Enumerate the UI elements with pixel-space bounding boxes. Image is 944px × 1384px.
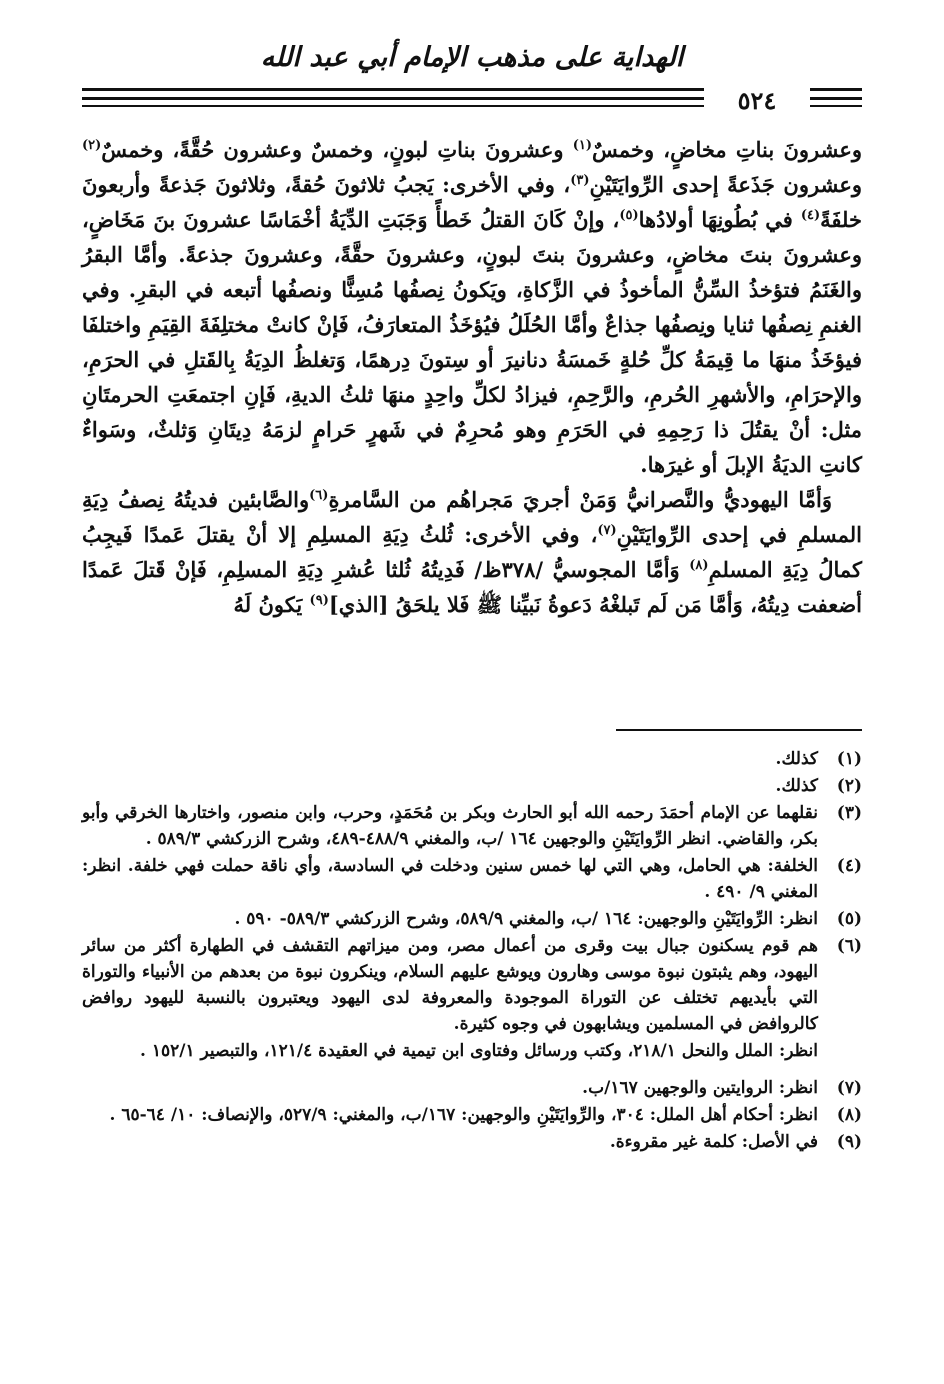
footnote-ref-2: (٢)	[82, 138, 102, 153]
footnote-spacer	[82, 1065, 862, 1075]
page-number: ٥٢٤	[704, 84, 810, 118]
footnote-ref-1: (١)	[572, 138, 593, 153]
footnote-text: في الأصل: كلمة غير مقروءة.	[609, 1132, 818, 1152]
footnote-ref-3: (٣)	[570, 173, 590, 188]
footnote-ref-7: (٧)	[597, 523, 617, 538]
text-run: والصَّابئين فديتُهُ نِصفُ دِيَةِ المسلمِ في إحدى الرِّوايَتَيْنِ	[82, 487, 862, 547]
footnote-ref-8: (٨)	[689, 558, 709, 573]
footnotes	[82, 746, 862, 1156]
paragraph-2	[82, 482, 862, 622]
text-run: وعشرونَ بناتِ لبونٍ، وخمسٌ وعشرون حُقَّةً، وخمسٌ	[101, 137, 573, 162]
main-text	[82, 132, 862, 622]
footnote-number	[818, 1038, 862, 1064]
footnote-ref-9: (٩)	[309, 593, 329, 608]
paragraph-1	[82, 132, 862, 482]
footnote-text: انظر: الملل والنحل ٢١٨/١، وكتب ورسائل وفتاوى ابن تيمية في العقيدة ١٢١/٤، والتبصير ١٥٢/١ .	[140, 1041, 818, 1061]
footnote-number: (٣)	[836, 803, 862, 823]
footnote-item	[82, 1129, 862, 1155]
footnote-text: انظر: الروايتين والوجهين ١٦٧/ب.	[582, 1078, 818, 1098]
text-run: وعشرونَ بناتِ مخاضٍ، وخمسٌ	[592, 137, 862, 162]
footnote-item	[82, 773, 862, 799]
footnote-number: (١)	[836, 749, 862, 769]
footnote-item	[82, 1038, 862, 1064]
footnote-item	[82, 800, 862, 852]
running-header	[0, 40, 944, 76]
footnote-number: (٩)	[836, 1132, 862, 1152]
footnote-text: نقلهما عن الإمام أحمَدَ رحمه الله أبو الحارث وبكر بن مُحَمَدٍ، وحرب، وابن منصور، واختارها الخرقي وأبو بكر، والقاضي. انظر الرِّوايَتَيْنِ والوجهين ١٦٤ /ب، والمغني ٤٨٨/٩-٤٨٩، وشرح الزركشي ٥٨٩/٣ .	[82, 803, 818, 849]
text-run: في بُطُونِهَا أولادُها	[638, 207, 801, 232]
text-run: يَكونُ لَهُ	[233, 592, 310, 617]
footnote-text: هم قوم يسكنون جبال بيت وقرى من أعمال مصر، ومن ميزاتهم التقشف في الطهارة أكثر من سائر اليهود، وهم يثبتون نبوة موسى وهارون ويوشع عليهم السلام، وينكرون نبوة من بعدهم من الأنبياء والتوراة التي بأيديهم تختلف عن التوراة الموجودة والمعروفة لدى اليهود ويعتبرون بالنسبة لليهود روافض كالروافض في المسلمين ويشابهون في وجوه كثيرة.	[82, 936, 818, 1034]
footnote-item	[82, 746, 862, 772]
text-run: ، وإنْ كَانَ القتلُ خَطأً وَجَبَتِ الدِّيَةُ أخْمَاسًا عشرونَ بنَ مَخَاضٍ، وعشرونَ بنتَ مخاضٍ، وعشرونَ بنتَ لبونٍ، وعشرونَ حقَّةً، وعشرونَ جذعةً. وأمَّا البقرُ والغَنَمُ فتؤخذُ السِّنُّ المأخوذُ في الزَّكاةِ، ويَكونُ نِصفُها مُسِنًّا ونصفُها أتبعه في البقرِ. وفي الغنمِ نِصفُها ثنايا ونِصفُها جذاعٌ وأمَّا الحُلَلُ فيُؤخَذُ المتعارَفُ، فَإنْ كانتْ مختلِفَةَ القِيَمِ واختلفَا فيؤخَذُ منهَا ما قِيمَةُ كلِّ حُلةٍ خَمسَةُ دنانيرَ أو سِتونَ دِرهمًا، وَتغلظُ الدِيَةُ بِالقَتلِ في الحرَمِ، والإحرَامِ، والأشهرِ الحُرمِ، والرَّحِمِ، فيزادُ لكلِّ واحِدٍ منهَا ثلثُ الديةِ، فَإنِ اجتمعَتِ الحرمتَانِ مثل: أنْ يقتُلَ ذا رَحِمِهِ في الحَرَمِ وهو مُحرِمٌ في شَهرٍ حَرامٍ لزمَهُ دِيتَانِ وَثلثٌ، وسَواءٌ كانتِ الديَةُ الإبلَ أو غيرَها.	[82, 207, 862, 477]
book-title: الهداية على مذهب الإمام أبي عبد الله	[260, 42, 684, 73]
footnote-ref-6: (٦)	[309, 488, 329, 503]
footnote-number: (٢)	[836, 776, 862, 796]
footnote-number: (٥)	[836, 909, 862, 929]
text-run: ، وفي الأخرى: ثُلثُ دِيَةِ المسلِمِ إلا أنْ يقتلَ عَمدًا فَيجِبُ كمالُ دِيَةِ المسلمِ	[82, 522, 862, 582]
footnote-text: انظر: أحكام أهل الملل: ٣٠٤، والرِّوايَتَيْنِ والوجهين: ١٦٧/ب، والمغني: ٥٢٧/٩، والإنصاف: ١٠/ ٦٤-٦٥ .	[109, 1105, 818, 1125]
footnote-item	[82, 1075, 862, 1101]
text-run: وَأمَّا المجوسيُّ /٣٧٨ظ/ فَدِيتُهُ ثُلثا عُشرِ دِيَةِ المسلِمِ، فَإنْ قَتلَ عَمدًا أضعفت دِيتُهُ، وَأمَّا مَن لَم تَبلغْهُ دَعوةُ نَبيِّنا ﷺ فَلا يلحَقُ [الذي]	[82, 557, 862, 617]
footnote-number: (٨)	[836, 1105, 862, 1125]
footnote-text: الخلفة: هي الحامل، وهي التي لها خمس سنين ودخلت في السادسة، وأي ناقة حملت فهي خلفة. انظر: المغني ٩/ ٤٩٠ .	[82, 856, 818, 902]
footnote-item	[82, 1102, 862, 1128]
footnote-number: (٦)	[836, 936, 862, 956]
footnote-text: كذلك.	[775, 776, 818, 796]
footnote-item	[82, 906, 862, 932]
footnote-ref-4: (٤)	[800, 208, 821, 223]
footnote-number: (٤)	[836, 856, 862, 876]
footnote-item	[82, 933, 862, 1037]
text-run: وعشرون جَذَعةً إحدى الرِّوايَتَيْنِ	[589, 172, 862, 197]
footnote-text: كذلك.	[775, 749, 818, 769]
footnote-item	[82, 853, 862, 905]
text-run: ، وفي الأخرى: يَجبُ ثلاثونَ حُقةً، وثلاثونَ جَذعةً وأربعونَ خلفَةً	[82, 172, 862, 232]
footnote-ref-5: (٥)	[619, 208, 639, 223]
footnote-separator	[616, 729, 862, 731]
footnote-text: انظر: الرِّوايَتَيْنِ والوجهين: ١٦٤ /ب، والمغني ٥٨٩/٩، وشرح الزركشي ٥٨٩/٣- ٥٩٠ .	[234, 909, 818, 929]
footnote-number: (٧)	[836, 1078, 862, 1098]
text-run: وَأمَّا اليهوديُّ والنَّصرانيُّ وَمَنْ أجريَ مَجراهُم من السَّامرةِ	[328, 487, 832, 512]
